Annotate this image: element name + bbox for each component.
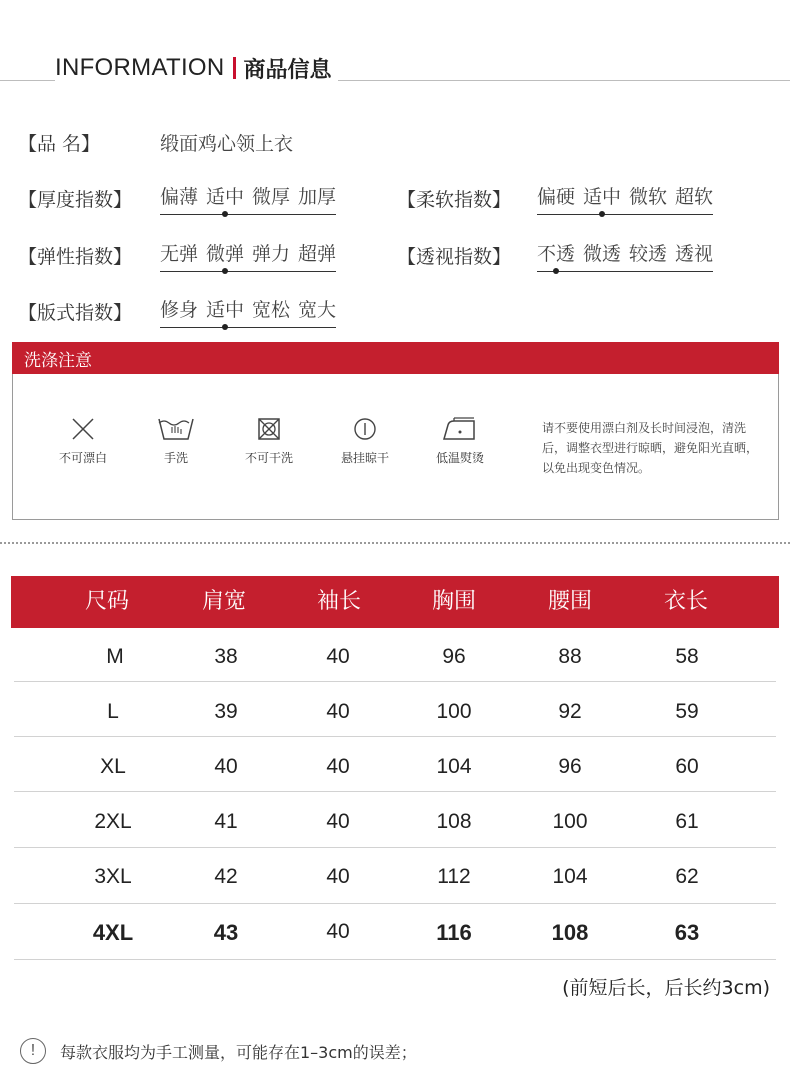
cell-waist: 108 [551,920,589,945]
hang-dry-icon [350,415,380,443]
info-label-transparency: 【透视指数】 [397,245,512,268]
fit-scale [160,295,336,328]
scale-option: 适中 [206,298,245,321]
row-divider [14,681,776,682]
scale-line [160,271,336,272]
info-row-softness [397,180,713,216]
scale-marker [222,268,228,274]
col-header-waist: 腰围 [547,589,592,614]
row-divider [14,736,776,737]
scale-option: 微软 [629,185,668,208]
scale-option: 适中 [583,185,622,208]
col-header-bust: 胸围 [431,589,476,614]
info-label-elasticity: 【弹性指数】 [18,245,133,268]
header-accent-bar [233,57,236,79]
scale-marker [222,324,228,330]
warning-icon: ! [20,1038,46,1064]
info-label-softness: 【柔软指数】 [397,188,512,211]
no-dry-clean-icon [254,415,284,443]
info-row-elasticity [18,237,336,273]
section-separator [0,542,790,544]
cell-sleeve: 40 [326,865,350,888]
scale-line [160,214,336,215]
cell-sleeve: 40 [326,920,350,943]
wash-label: 不可漂白 [58,451,107,465]
cell-bust: 112 [437,865,471,888]
cell-bust: 100 [436,700,472,723]
section-header [55,52,338,84]
info-label-name: 【品 名】 [18,132,101,155]
col-header-shoulder: 肩宽 [201,589,246,614]
scale-option: 较透 [629,242,668,265]
cell-size: 2XL [94,810,132,833]
wash-item-low-iron [425,415,495,466]
scale-option: 超弹 [298,242,337,265]
scale-option: 适中 [206,185,245,208]
scale-option: 偏薄 [160,185,199,208]
row-divider [14,847,776,848]
cell-size: L [107,700,119,723]
scale-option: 无弹 [160,242,199,265]
cell-waist: 100 [552,810,588,833]
scale-option: 微厚 [252,185,291,208]
row-divider [14,903,776,904]
cell-waist: 88 [558,645,582,668]
wash-care-header [12,342,779,374]
cell-length: 60 [675,755,699,778]
scale-marker [599,211,605,217]
scale-option: 宽大 [298,298,337,321]
col-header-length: 衣长 [663,589,708,614]
cell-length: 62 [675,865,699,888]
scale-option: 弹力 [252,242,291,265]
hand-wash-icon [156,415,196,443]
thickness-scale [160,182,336,215]
scale-option: 不透 [537,242,576,265]
wash-label: 低温熨烫 [435,451,484,465]
scale-option: 超软 [675,185,714,208]
cell-length: 58 [675,645,699,668]
cell-shoulder: 43 [213,920,239,945]
scale-option: 微弹 [206,242,245,265]
wash-item-no-bleach [48,415,118,466]
wash-care-title: 洗涤注意 [24,351,92,371]
info-row-thickness [18,180,336,216]
col-header-size: 尺码 [84,589,129,614]
cell-sleeve: 40 [326,810,350,833]
transparency-scale [537,239,713,272]
cell-sleeve: 40 [326,755,350,778]
scale-line [160,327,336,328]
wash-label: 不可干洗 [244,451,293,465]
scale-option: 透视 [675,242,714,265]
cell-waist: 96 [558,755,582,778]
scale-option: 微透 [583,242,622,265]
scale-option: 加厚 [298,185,337,208]
cell-shoulder: 39 [214,700,238,723]
info-row-transparency [397,237,713,273]
cell-shoulder: 42 [214,865,238,888]
low-iron-icon [440,415,480,443]
info-row-name [18,124,293,160]
cell-bust: 96 [442,645,466,668]
scale-option: 宽松 [252,298,291,321]
info-value-name: 缎面鸡心领上衣 [160,132,294,155]
cell-size: M [106,645,124,668]
scale-line [537,214,713,215]
disclaimer-text: 每款衣服均为手工测量，可能存在1–3cm的误差； [60,1042,417,1062]
wash-label: 悬挂晾干 [340,451,389,465]
softness-scale [537,182,713,215]
cell-bust: 108 [436,810,472,833]
cell-shoulder: 38 [214,645,238,668]
cell-size: XL [100,755,126,778]
header-title-en: INFORMATION [55,54,225,81]
cell-shoulder: 41 [214,810,238,833]
info-row-fit [18,293,336,329]
row-divider [14,791,776,792]
row-divider [14,959,776,960]
wash-item-hang-dry [330,415,400,466]
cell-length: 59 [675,700,699,723]
elasticity-scale [160,239,336,272]
cell-waist: 92 [558,700,582,723]
scale-marker [222,211,228,217]
cell-sleeve: 40 [326,645,350,668]
length-note: (前短后长，后长约3cm) [562,977,770,999]
header-title-cn: 商品信息 [243,57,332,83]
info-label-thickness: 【厚度指数】 [18,188,133,211]
cell-size: 4XL [92,920,134,945]
cell-sleeve: 40 [326,700,350,723]
wash-label: 手洗 [163,451,188,465]
no-bleach-icon [68,415,98,443]
scale-line [537,271,713,272]
cell-waist: 104 [552,865,588,888]
cell-length: 63 [674,920,700,945]
scale-option: 修身 [160,298,199,321]
cell-length: 61 [675,810,699,833]
cell-bust: 104 [436,755,472,778]
info-label-fit: 【版式指数】 [18,301,133,324]
col-header-sleeve: 袖长 [316,589,361,614]
wash-care-note: 请不要使用漂白剂及长时间浸泡，清洗后，调整衣型进行晾晒，避免阳光直晒，以免出现变色情况。 [542,421,759,475]
cell-size: 3XL [94,865,132,888]
wash-item-hand-wash [141,415,211,466]
cell-shoulder: 40 [214,755,238,778]
scale-marker [553,268,559,274]
scale-option: 偏硬 [537,185,576,208]
cell-bust: 116 [436,920,472,945]
wash-item-no-dry-clean [234,415,304,466]
measurement-disclaimer [20,1038,417,1064]
